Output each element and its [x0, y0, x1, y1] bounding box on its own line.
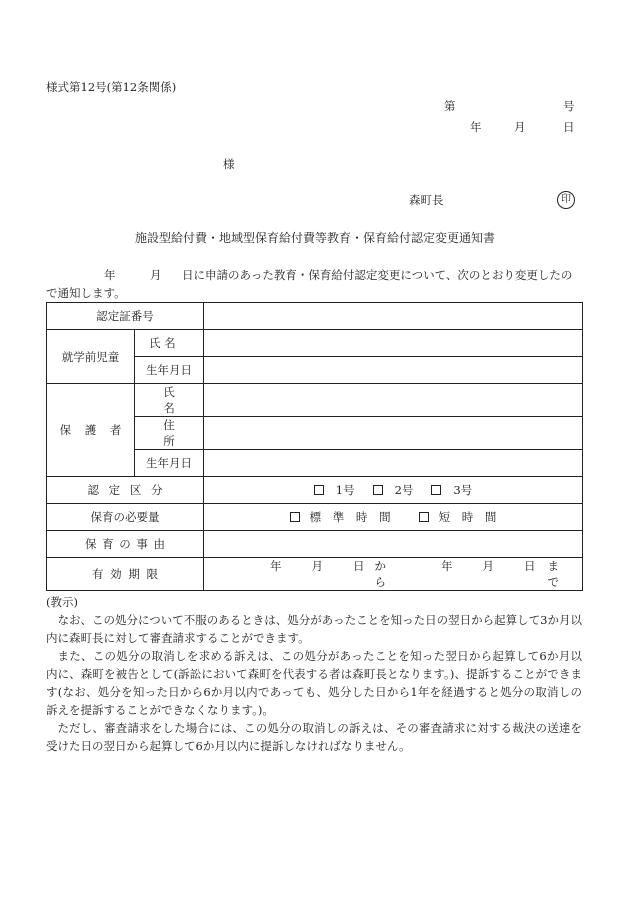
- number-suffix: 号: [563, 99, 575, 113]
- category-3-checkbox[interactable]: [431, 485, 441, 495]
- form-table: [46, 302, 583, 591]
- intro-paragraph: [46, 266, 582, 302]
- seal-mark: 印: [557, 191, 575, 209]
- child-birth-field[interactable]: [204, 357, 583, 384]
- guardian-address-field[interactable]: [204, 417, 583, 450]
- date-year: 年: [470, 120, 482, 134]
- category-3-label: 3号: [453, 483, 473, 497]
- notes-paragraph-3: ただし、審査請求をした場合には、この処分の取消しの訴えは、その審査請求に対する裁決の送達を受けた日の翌日から起算して6か月以内に提訴しなければなりません。: [46, 721, 582, 753]
- short-time-checkbox[interactable]: [419, 512, 429, 522]
- guardian-birth-label: 生年月日: [135, 450, 204, 477]
- issuer-name: 森町長: [409, 193, 444, 207]
- validity-to: まで: [547, 559, 562, 589]
- child-name-text: 氏 名: [149, 336, 176, 350]
- child-name-label: [135, 330, 204, 357]
- guardian-name-field[interactable]: [204, 384, 583, 417]
- short-time-label: 短 時 間: [438, 510, 497, 524]
- reason-field[interactable]: [204, 531, 583, 558]
- child-birth-label: 生年月日: [135, 357, 204, 384]
- validity-period: [204, 558, 583, 591]
- category-1-checkbox[interactable]: [314, 485, 324, 495]
- table-row: [47, 477, 583, 504]
- intro-month: 月: [150, 268, 162, 282]
- guardian-address-text: 住 所: [163, 418, 175, 448]
- standard-time-checkbox[interactable]: [290, 512, 300, 522]
- validity-from-day: 日: [353, 559, 365, 573]
- guardian-address-label: [135, 417, 204, 450]
- validity-from-month: 月: [311, 559, 323, 573]
- guardian-name-label: [135, 384, 204, 417]
- table-row: [47, 384, 583, 417]
- table-row: [47, 303, 583, 330]
- guardian-label-text: 保 護 者: [59, 423, 122, 437]
- need-options: [204, 504, 583, 531]
- child-label: 就学前児童: [47, 330, 135, 384]
- validity-from-year: 年: [270, 559, 282, 573]
- validity-from: から: [374, 559, 389, 589]
- category-2-checkbox[interactable]: [373, 485, 383, 495]
- date-day: 日: [563, 120, 575, 134]
- need-label: 保育の必要量: [47, 504, 204, 531]
- validity-label: 有 効 期 限: [47, 558, 204, 591]
- intro-year: 年: [104, 268, 116, 282]
- table-row: [47, 531, 583, 558]
- validity-to-month: 月: [482, 559, 494, 573]
- child-name-field[interactable]: [204, 330, 583, 357]
- notes-paragraph-2: また、この処分の取消しを求める訴えは、この処分があったことを知った翌日から起算して6か月以内に、森町を被告として(訴訟において森町を代表する者は森町長となります。)、提訴することができます(なお、処分を知った日から6か月以内であっても、処分した日から1年を経過すると処分の取消しの訴えを提訴することができなくなります。)。: [46, 649, 582, 717]
- recipient-suffix: 様: [223, 157, 235, 171]
- form-number: 様式第12号(第12条関係): [46, 80, 177, 94]
- intro-line1: 日に申請のあった教育・保育給付認定変更について、次のとおり変更したの: [182, 268, 573, 282]
- notes-paragraph-1: なお、この処分について不服のあるときは、処分があったことを知った日の翌日から起算して3か月以内に森町長に対して審査請求することができます。: [46, 613, 582, 645]
- cert-number-field[interactable]: [204, 303, 583, 330]
- validity-to-year: 年: [441, 559, 453, 573]
- notes-heading: (教示): [46, 595, 78, 609]
- validity-to-day: 日: [524, 559, 536, 573]
- intro-line2: で通知します。: [46, 286, 126, 300]
- guardian-name-text: 氏 名: [163, 385, 175, 415]
- document-title: 施設型給付費・地域型保育給付費等教育・保育給付認定変更通知書: [134, 231, 495, 245]
- category-options: [204, 477, 583, 504]
- category-1-label: 1号: [335, 483, 355, 497]
- guardian-birth-field[interactable]: [204, 450, 583, 477]
- table-row: [47, 504, 583, 531]
- notes-section: [46, 593, 582, 755]
- category-label: 認 定 区 分: [47, 477, 204, 504]
- number-prefix: 第: [444, 99, 456, 113]
- guardian-label: [47, 384, 135, 477]
- date-month: 月: [514, 120, 526, 134]
- cert-number-label: 認定証番号: [47, 303, 204, 330]
- category-2-label: 2号: [394, 483, 414, 497]
- standard-time-label: 標 準 時 間: [309, 510, 391, 524]
- reason-label: 保 育 の 事 由: [47, 531, 204, 558]
- table-row: [47, 330, 583, 357]
- table-row: [47, 558, 583, 591]
